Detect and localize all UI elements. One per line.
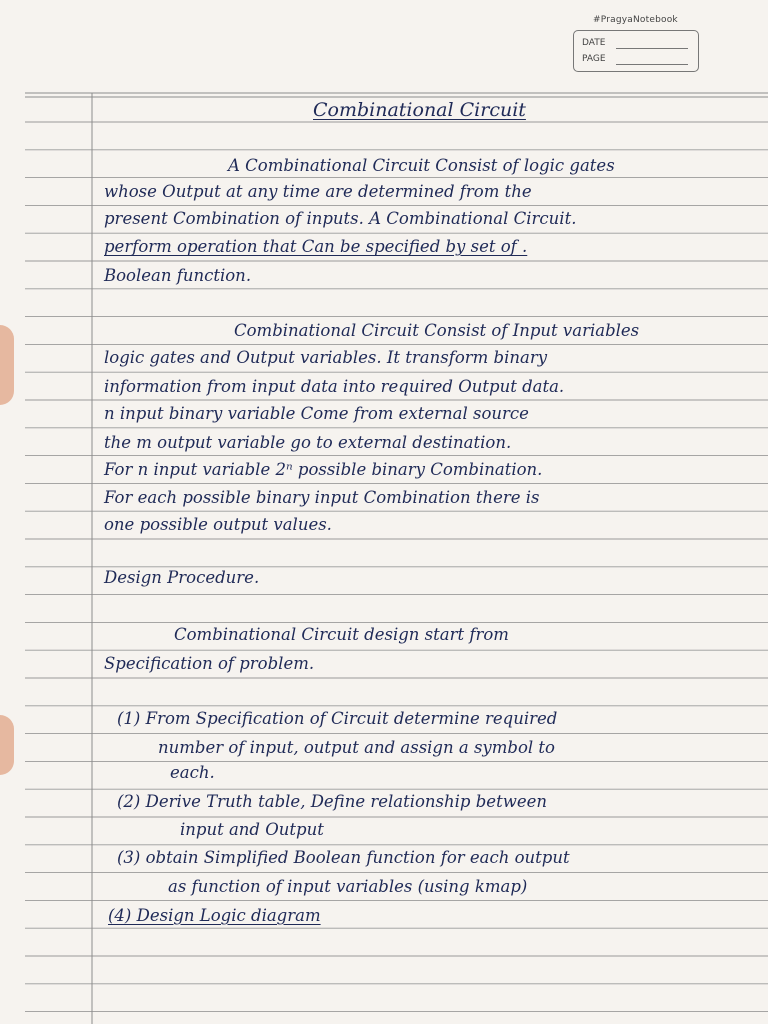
step-line: number of input, output and assign a symbol to (158, 738, 555, 757)
paragraph2-line: the m output variable go to external destination. (104, 433, 512, 452)
date-page-box (573, 30, 699, 72)
date-line (616, 48, 688, 49)
step-line: (1) From Specification of Circuit determine required (117, 709, 558, 728)
step-line: (2) Derive Truth table, Define relationship between (117, 792, 547, 811)
step-line: (3) obtain Simplified Boolean function for each output (117, 848, 570, 867)
paragraph2-line: For n input variable 2ⁿ possible binary Combination. (104, 460, 543, 479)
page-line (616, 64, 688, 65)
design-heading: Design Procedure. (104, 568, 260, 587)
notebook-brand: #PragyaNotebook (593, 15, 678, 25)
page-title: Combinational Circuit (313, 99, 526, 121)
thumb-shape (0, 715, 14, 775)
paragraph2-line: logic gates and Output variables. It transform binary (104, 348, 548, 367)
date-label: DATE (582, 38, 606, 48)
design-intro-line: Specification of problem. (104, 654, 315, 673)
paragraph1-line: whose Output at any time are determined from the (104, 182, 532, 201)
paragraph2-line: one possible output values. (104, 515, 332, 534)
design-intro-line: Combinational Circuit design start from (174, 625, 509, 644)
paragraph1-line: Boolean function. (104, 266, 252, 285)
paragraph1-line: present Combination of inputs. A Combinational Circuit. (104, 209, 577, 228)
paragraph1-line: A Combinational Circuit Consist of logic gates (228, 156, 615, 175)
paragraph2-line: information from input data into required Output data. (104, 377, 565, 396)
page-label: PAGE (582, 54, 606, 64)
paragraph2-line: Combinational Circuit Consist of Input variables (234, 321, 640, 340)
thumb-shape (0, 325, 14, 405)
paragraph2-line: n input binary variable Come from external source (104, 404, 529, 423)
step-line: each. (170, 763, 215, 782)
step-line: as function of input variables (using kmap) (168, 877, 528, 896)
step-line: (4) Design Logic diagram (108, 906, 321, 925)
paragraph1-line: perform operation that Can be specified by set of . (104, 237, 528, 256)
step-line: input and Output (180, 820, 324, 839)
paragraph2-line: For each possible binary input Combination there is (104, 488, 540, 507)
